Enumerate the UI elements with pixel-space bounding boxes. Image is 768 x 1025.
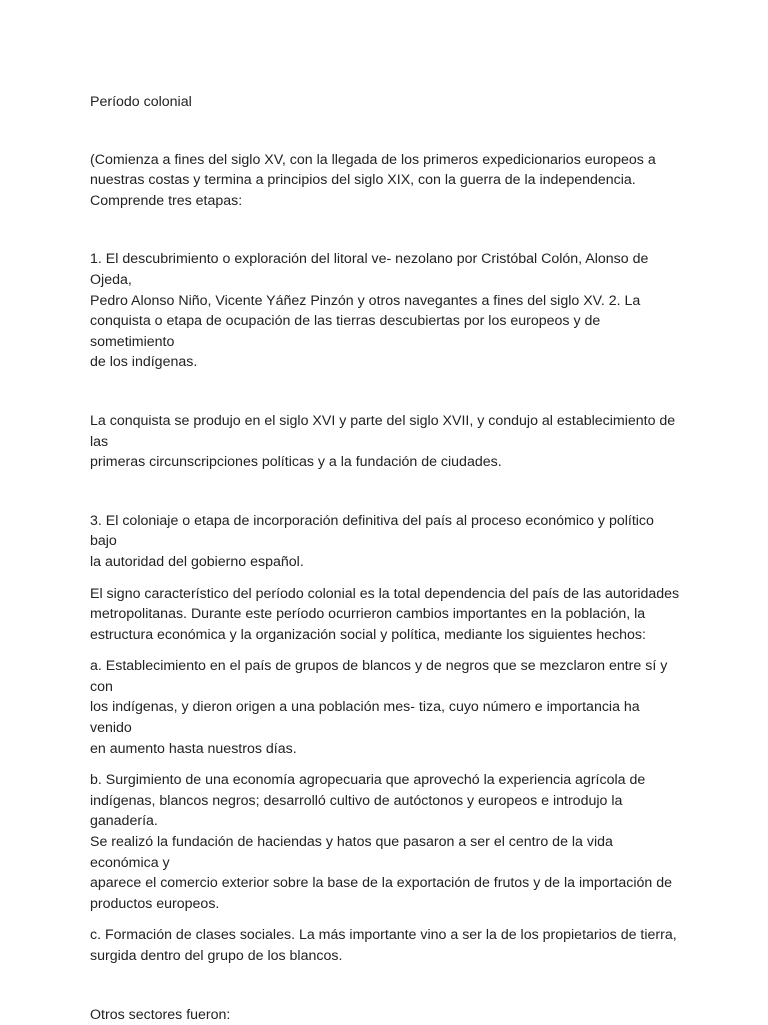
paragraph-stages-1-2: 1. El descubrimiento o exploración del litoral ve- nezolano por Cristóbal Colón, Alonso de Ojeda, Pedro Alonso Niño, Vicente Yáñez Pinzón y otros navegantes a fines del siglo XV. 2. La conquista o etapa de ocupación de las tierras descubiertas por los europeos y de sometimiento de los indígenas.: [90, 251, 649, 371]
document-title: Período colonial: [90, 94, 192, 110]
document-body: [90, 92, 682, 1025]
paragraph-item-c: c. Formación de clases sociales. La más importante vino a ser la de los propietarios de tierra, surgida dentro del grupo de los blancos.: [90, 927, 677, 964]
paragraph-conquista: La conquista se produjo en el siglo XVI y parte del siglo XVII, y condujo al establecimiento de las primeras circunscripciones políticas y a la fundación de ciudades.: [90, 412, 676, 471]
paragraph-item-a: a. Establecimiento en el país de grupos de blancos y de negros que se mezclaron entre sí y con los indígenas, y dieron origen a una población mes- tiza, cuyo número e importancia ha venido en aumento hasta nuestros días.: [90, 658, 668, 757]
paragraph-intro: (Comienza a fines del siglo XV, con la llegada de los primeros expedicionarios europeos a nuestras costas y termina a principios del siglo XIX, con la guerra de la independencia. Comprende tres etapas:: [90, 151, 656, 209]
paragraph-stage-3: 3. El coloniaje o etapa de incorporación definitiva del país al proceso económico y político bajo la autoridad del gobierno español.: [90, 512, 654, 570]
paragraph-item-b: b. Surgimiento de una economía agropecuaria que aprovechó la experiencia agrícola de indígenas, blancos negros; desarrolló cultivo de autóctonos y europeos e introdujo la ganadería. Se realizó la fundación de haciendas y hatos que pasaron a ser el centro de la vida económica y aparece el comercio exterior sobre la base de la exportación de frutos y de la importación de productos europeos.: [90, 772, 673, 912]
paragraph-otros-sectores: Otros sectores fueron:: [90, 1006, 231, 1023]
paragraph-signo: El signo característico del período colonial es la total dependencia del país de las autoridades metropolitanas. Durante este período ocurrieron cambios importantes en la población, la estructura económica y la organización social y política, mediante los siguientes hechos:: [90, 585, 680, 643]
